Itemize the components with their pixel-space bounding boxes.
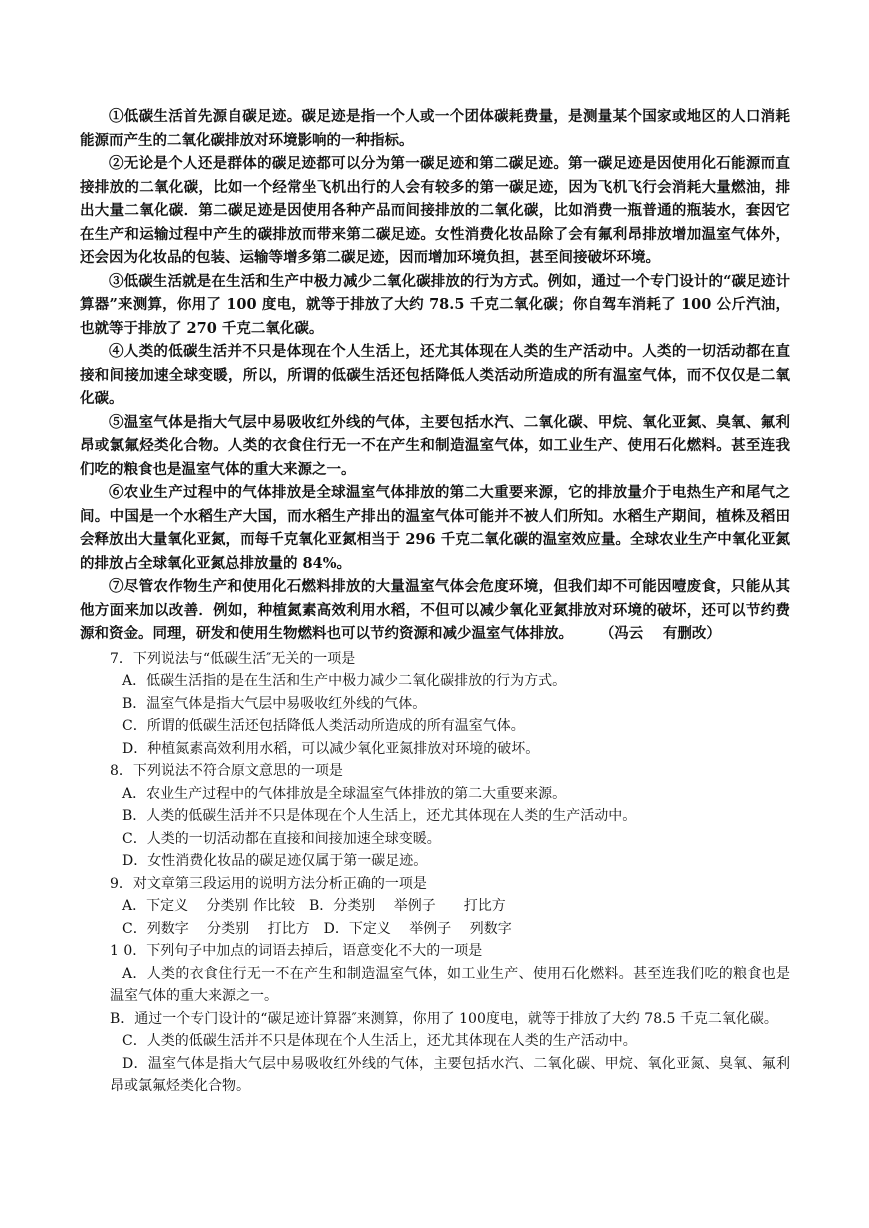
question-7-option-c: C．所谓的低碳生活还包括降低人类活动所造成的所有温室气体。 [122, 718, 525, 734]
question-10-option-a: A．人类的衣食住行无一不在产生和制造温室气体，如工业生产、使用石化燃料。甚至连我们吃的粮食也是温室气体的重大来源之一。 [110, 965, 790, 1004]
question-8-option-b: B．人类的低碳生活并不只是体现在个人生活上，还尤其体现在人类的生产活动中。 [122, 808, 637, 824]
question-7-option-d: D．种植氮素高效利用水稻，可以减少氧化亚氮排放对环境的破坏。 [122, 740, 540, 757]
passage-paragraph-4: ④人类的低碳生活并不只是体现在个人生活上，还尤其体现在人类的生产活动中。人类的一切活动都在直接和间接加速全球变暖，所以，所谓的低碳生活还包括降低人类活动所造成的所有温室气体，而不仅仅是二氧化碳。 [80, 343, 790, 407]
question-7 [110, 648, 790, 761]
question-10-stem: 1 0．下列句子中加点的词语去掉后，语意变化不大的一项是 [110, 943, 483, 959]
passage-source-text: （冯云 有删改） [599, 625, 721, 642]
question-9-stem: 9．对文章第三段运用的说明方法分析正确的一项是 [110, 875, 427, 892]
question-10-option-c: C．人类的低碳生活并不只是体现在个人生活上，还尤其体现在人类的生产活动中。 [122, 1033, 637, 1049]
question-8 [110, 760, 790, 873]
passage-paragraph-7 [80, 575, 790, 646]
question-7-option-a: A．低碳生活指的是在生活和生产中极力减少二氧化碳排放的行为方式。 [122, 673, 567, 689]
question-7-option-b: B．温室气体是指大气层中易吸收红外线的气体。 [122, 695, 427, 712]
question-8-option-d: D．女性消费化妆品的碳足迹仅属于第一碳足迹。 [122, 853, 428, 869]
question-9-options-ab: A．下定义 分类别 作比较 B．分类别 举例子 打比方 [122, 898, 506, 914]
question-8-stem: 8．下列说法不符合原文意思的一项是 [110, 763, 343, 779]
question-9 [110, 873, 790, 941]
reading-passage [80, 105, 790, 646]
passage-paragraph-5: ⑤温室气体是指大气层中易吸收红外线的气体，主要包括水汽、二氧化碳、甲烷、氧化亚氮、臭氧、氟利昂或氯氟烃类化合物。人类的衣食住行无一不在产生和制造温室气体，如工业生产、使用石化燃料。甚至连我们吃的粮食也是温室气体的重大来源之一。 [80, 413, 790, 478]
question-8-option-a: A．农业生产过程中的气体排放是全球温室气体排放的第二大重要来源。 [122, 785, 567, 802]
passage-paragraph-3: ③低碳生活就是在生活和生产中极力减少二氧化碳排放的行为方式。例如，通过一个专门设计的“碳足迹计算器”来测算，你用了 100 度电，就等于排放了大约 78.5 千克二氧化碳；你自驾车消耗了 100 公斤汽油，也就等于排放了 270 千克二氧化碳。 [80, 272, 790, 337]
question-10 [0, 940, 790, 1098]
question-10-option-d: D．温室气体是指大气层中易吸收红外线的气体，主要包括水汽、二氧化碳、甲烷、氧化亚氮、臭氧、氟利昂或氯氟烃类化合物。 [110, 1055, 790, 1094]
question-section [110, 648, 790, 1098]
passage-paragraph-6: ⑥农业生产过程中的气体排放是全球温室气体排放的第二大重要来源，它的排放量介于电热生产和尾气之间。中国是一个水稻生产大国，而水稻生产排出的温室气体可能并不被人们所知。水稻生产期间，植株及稻田会释放出大量氧化亚氮，而每千克氧化亚氮相当于 296 千克二氧化碳的温室效应量。全球农业生产中氧化亚氮的排放占全球氧化亚氮总排放量的 84%。 [80, 484, 790, 572]
question-7-stem: 7．下列说法与“低碳生活″无关的一项是 [110, 650, 356, 667]
question-9-options-cd: C．列数字 分类别 打比方 D．下定义 举例子 列数字 [122, 920, 512, 937]
passage-paragraph-2: ②无论是个人还是群体的碳足迹都可以分为第一碳足迹和第二碳足迹。第一碳足迹是因使用化石能源而直接排放的二氧化碳，比如一个经常坐飞机出行的人会有较多的第一碳足迹，因为飞机飞行会消耗大量燃油，排出大量二氧化碳．第二碳足迹是因使用各种产品而间接排放的二氧化碳，比如消费一瓶普通的瓶装水，套因它在生产和运输过程中产生的碳排放而带来第二碳足迹。女性消费化妆品除了会有氟利昂排放增加温室气体外，还会因为化妆品的包装、运输等增多第二碳足迹，因而增加环境负担，甚至间接破坏环境。 [80, 155, 790, 266]
question-10-option-b: B．通过一个专门设计的“碳足迹计算器″来测算，你用了 100度电，就等于排放了大约 78.5 千克二氧化碳。 [110, 1010, 778, 1027]
passage-paragraph-1: ①低碳生活首先源自碳足迹。碳足迹是指一个人或一个团体碳耗费量，是测量某个国家或地区的人口消耗能源而产生的二氧化碳排放对环境影响的一种指标。 [80, 108, 790, 149]
passage-paragraph-7-text: ⑦尽管农作物生产和使用化石燃料排放的大量温室气体会危度环境，但我们却不可能因噎废食，只能从其他方面来加以改善．例如，种植氮素高效利用水稻，不但可以减少氧化亚氮排放对环境的破坏，还可以节约费源和资金。同理，研发和使用生物燃料也可以节约资源和减少温室气体排放。 [80, 578, 790, 642]
passage-source [566, 625, 721, 642]
question-8-option-c: C．人类的一切活动都在直接和间接加速全球变暖。 [122, 830, 441, 847]
